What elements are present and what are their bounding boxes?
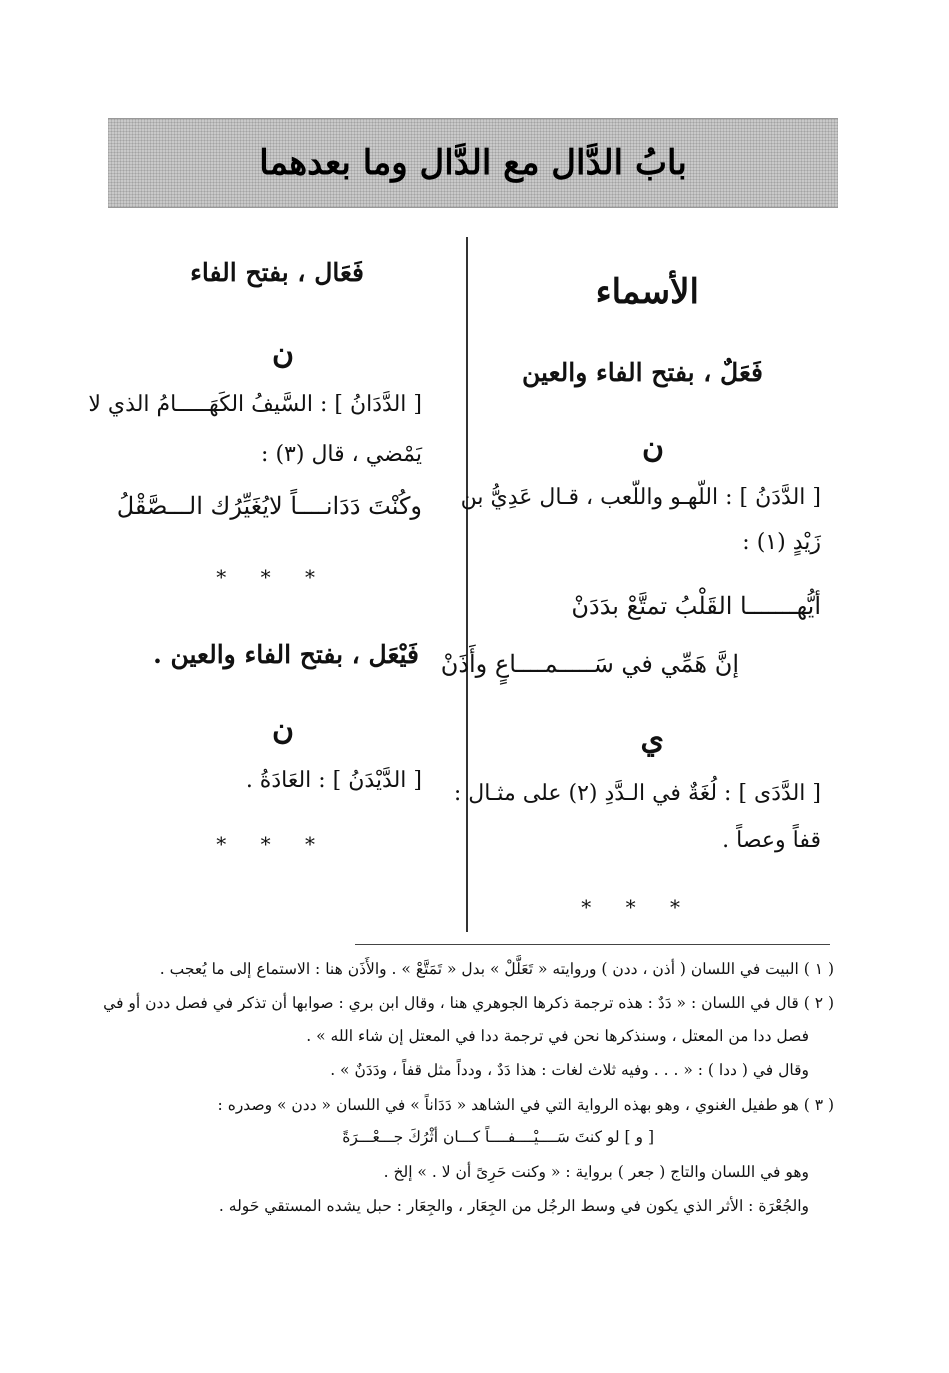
entry-text: [ الدَّدَى ] : لُغَةٌ في الـدَّدِ (٢) على مثـال : bbox=[453, 781, 821, 806]
letter-heading: ي bbox=[640, 722, 664, 757]
footnote-3-verse: [ و ] لو كنتَ سَــــيْــــفــــاً كـــان أثْرُكَ جـــعْـــرَةً bbox=[342, 1128, 654, 1146]
footnote-3-cont: والجُعْرَة : الأثر الذي يكون في وسط الرجُل من الجِعَار ، والجِعَار : حبل يشده المستقي حَوله . bbox=[218, 1197, 809, 1215]
chapter-title: بابُ الدَّال مع الدَّال وما بعدهما bbox=[259, 143, 687, 183]
verse-line: أيُّهـــــــا القَلْبُ تمتَّعْ بدَدَنْ bbox=[571, 592, 821, 620]
entry-text: زَيْدٍ (١) : bbox=[742, 530, 821, 555]
entry-text: قفاً وعصاً . bbox=[722, 828, 821, 853]
pattern-heading: فَيْعَل ، بفتح الفاء والعين . bbox=[153, 640, 419, 669]
column-divider bbox=[466, 237, 468, 932]
verse-line: وكُنْتَ دَدَانــــاً لايُغَيِّرُك الـــصَّقْلُ bbox=[116, 492, 422, 520]
pattern-heading: فَعَال ، بفتح الفاء bbox=[190, 258, 364, 287]
pattern-heading: فَعَلٌ ، بفتح الفاء والعين bbox=[522, 358, 763, 387]
separator-stars: * * * bbox=[216, 832, 329, 856]
entry-text: [ الدَّدَنُ ] : اللّهـو واللّعب ، قـال عَدِيُّ بن bbox=[460, 485, 821, 510]
footnote-3: ( ٣ ) هو طفيل الغنوي ، وهو بهذه الرواية التي في الشاهد « دَدَاناً » في اللسان « ددن » وصدره : bbox=[217, 1096, 834, 1114]
chapter-banner bbox=[108, 118, 838, 208]
entry-text: [ الدَّدَانُ ] : السَّيفُ الكَهَـــــامُ الذي لا bbox=[88, 392, 422, 417]
entry-text: [ الدَّيْدَنُ ] : العَادَةُ . bbox=[245, 768, 422, 793]
footnote-2: ( ٢ ) قال في اللسان : « دَدٌ : هذه ترجمة ذكرها الجوهري هنا ، وقال ابن بري : صوابها أن تذكر في فصل ددن أو في bbox=[103, 994, 834, 1012]
footnote-2-cont: فصل ددا من المعتل ، وسنذكرها نحن في ترجمة ددا في المعتل إن شاء الله » . bbox=[306, 1027, 809, 1045]
entry-text: يَمْضي ، قال (٣) : bbox=[261, 442, 422, 467]
verse-line: إنَّ هَمِّي في سَـــــمــــاعٍ وأَذَنْ bbox=[440, 650, 739, 678]
section-title: الأسماء bbox=[595, 272, 699, 312]
separator-stars: * * * bbox=[581, 895, 694, 919]
footnote-3-cont: وهو في اللسان والتاج ( جعر ) برواية : « وكنت حَرِىً أن لا . » إلخ . bbox=[383, 1163, 809, 1181]
footnote-rule bbox=[355, 944, 830, 945]
letter-heading: ن bbox=[271, 336, 294, 371]
letter-heading: ن bbox=[641, 430, 664, 465]
footnote-1: ( ١ ) البيت في اللسان ( أذن ، ددن ) وروايته « تَعَلَّلْ » بدل « تَمَتَّعْ » . والأَذَن هنا : الاستماع إلى ما يُعجب . bbox=[159, 960, 834, 978]
footnote-2-cont: وقال في ( ددا ) : « . . . وفيه ثلاث لغات : هذا دَدٌ ، ودداً مثل قفاً ، ودَدَنٌ » . bbox=[330, 1061, 809, 1079]
letter-heading: ن bbox=[271, 712, 294, 747]
separator-stars: * * * bbox=[216, 565, 329, 589]
